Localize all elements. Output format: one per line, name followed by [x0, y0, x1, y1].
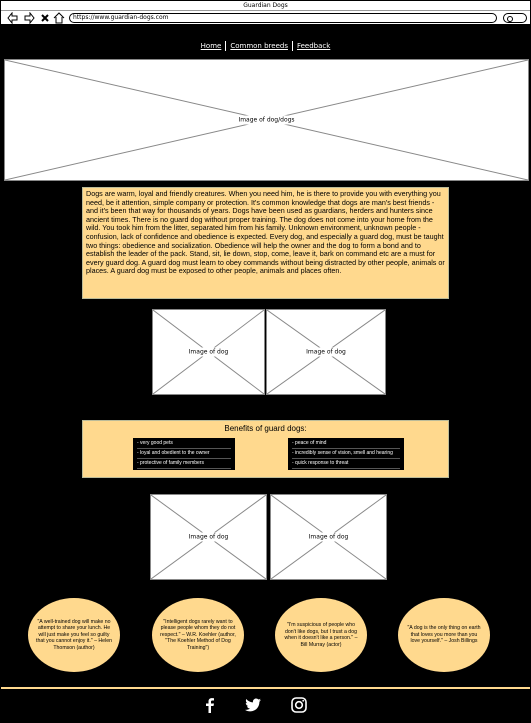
- benefits-panel: [82, 420, 449, 478]
- quote-bubble: "I'm suspicious of people who don't like dogs, but I trust a dog when it doesn't like a person." – Bill Murray (actor): [275, 598, 367, 672]
- benefits-list-left: [133, 438, 235, 470]
- home-icon[interactable]: [53, 12, 65, 24]
- dog-image-1: [152, 309, 265, 395]
- list-item: - incredibly sense of vision, smell and hearing: [292, 449, 400, 459]
- arrow-right-icon[interactable]: [23, 12, 35, 24]
- hero-image: [4, 59, 529, 181]
- browser-menu-button[interactable]: [503, 13, 527, 23]
- nav-link-home[interactable]: Home: [200, 42, 222, 50]
- window-title: Guardian Dogs: [1, 1, 530, 11]
- browser-toolbar: [1, 11, 530, 25]
- arrow-left-icon[interactable]: [7, 12, 19, 24]
- list-item: - peace of mind: [292, 439, 400, 449]
- list-item: - loyal and obedient to the owner: [137, 449, 231, 459]
- url-input[interactable]: https://www.guardian-dogs.com: [69, 13, 497, 23]
- benefits-title: Benefits of guard dogs:: [224, 424, 307, 433]
- list-item: - very good pets: [137, 439, 231, 449]
- twitter-icon[interactable]: [244, 696, 262, 714]
- instagram-icon[interactable]: [290, 696, 308, 714]
- list-item: - protective of family members: [137, 459, 231, 469]
- dog-image-3: [150, 494, 267, 580]
- nav-link-common-breeds[interactable]: Common breeds: [230, 42, 288, 50]
- quote-bubble: "A well-trained dog will make no attempt to share your lunch. He will just make you feel so guilty that you cannot enjoy it." – Helen Thomson (author): [28, 598, 120, 672]
- quote-bubble: "A dog is the only thing on earth that loves you more than you love yourself." – Josh Billings: [398, 598, 490, 672]
- nav-link-feedback[interactable]: Feedback: [296, 42, 331, 50]
- dog-image-label: Image of dog: [308, 533, 349, 541]
- quote-bubble: "Intelligent dogs rarely want to please people whom they do not respect." – W.R. Koehler (author, "The Koehler Method of Dog Training"): [152, 598, 244, 672]
- dog-image-2: [266, 309, 386, 395]
- footer: [1, 689, 530, 722]
- dog-image-4: [270, 494, 387, 580]
- top-navigation: [1, 37, 530, 55]
- x-icon[interactable]: [39, 12, 51, 24]
- dog-image-label: Image of dog: [188, 348, 229, 356]
- benefits-list-right: [288, 438, 404, 470]
- facebook-icon[interactable]: [201, 696, 219, 714]
- hero-image-label: Image of dog/dogs: [238, 116, 295, 124]
- intro-text: Dogs are warm, loyal and friendly creatures. When you need him, he is there to provide you with everything you need, be it attention, simple company or protection. It's common knowledge that dogs are man's best friends - and it's been that way for thousands of years. Dogs have been used as guardians, herders and hunters since ancient times. There is no guard dog without proper training. The dog does not come into your home from the wild. You took him from the litter, separated him from his family. Unknown environment, unknown people - confusion, lack of confidence and obedience is expected. Every dog, and especially a guard dog, must be taught two things: obedience and socialization. Obedience will help the owner and the dog to form a bond and to establish the leader of the pack. Stand, sit, lie down, stop, come, leave it, bark on command etc are a must for every guard dog. A guard dog must learn to obey commands without being distracted by other people, animals or places. A guard dog must be exposed to other people, animals and places often.: [82, 187, 449, 299]
- dog-image-label: Image of dog: [188, 533, 229, 541]
- list-item: - quick response to threat: [292, 459, 400, 469]
- dog-image-label: Image of dog: [306, 348, 346, 356]
